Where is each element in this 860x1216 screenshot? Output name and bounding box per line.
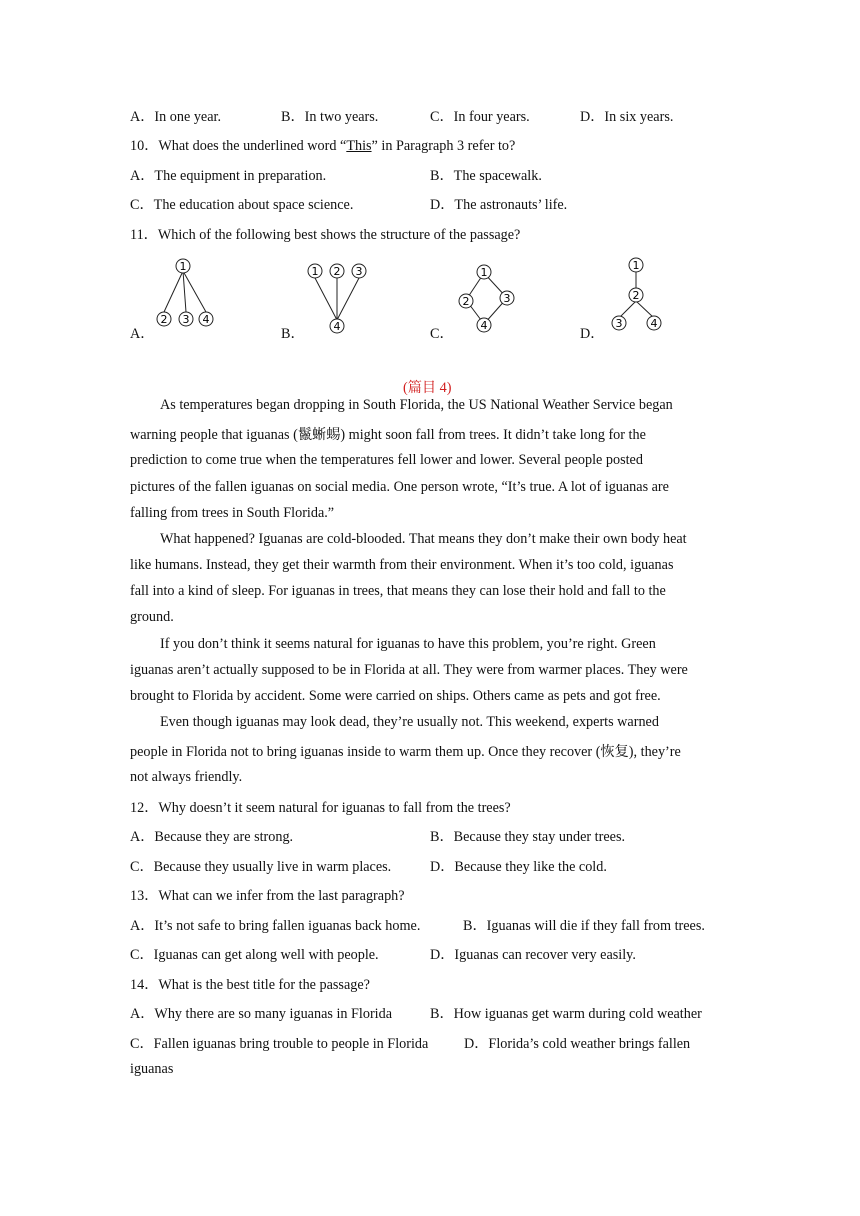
q10-option-a: A．The equipment in preparation. (130, 168, 327, 184)
q11-stem: 11．Which of the following best shows the structure of the passage? (130, 227, 521, 243)
passage-line: If you don’t think it seems natural for iguanas to have this problem, you’re right. Green (160, 636, 656, 652)
q12-stem: 12．Why doesn’t it seem natural for iguanas to fall from the trees? (130, 800, 511, 816)
q9-option-a: A．In one year. (130, 109, 222, 125)
q13-option-d: D．Iguanas can recover very easily. (430, 947, 636, 963)
q14-option-d: D．Florida’s cold weather brings fallen (464, 1036, 691, 1052)
passage-line: like humans. Instead, they get their warmth from their environment. When it’s too cold, iguanas (130, 557, 674, 573)
node-4: 4 (333, 320, 341, 333)
q14-option-a: A．Why there are so many iguanas in Florida (130, 1006, 393, 1022)
node-4: 4 (202, 313, 210, 326)
node-2: 2 (160, 313, 168, 326)
node-2: 2 (462, 295, 470, 308)
q10-option-b: B．The spacewalk. (430, 168, 542, 184)
node-1: 1 (179, 260, 187, 273)
q13-option-a: A．It’s not safe to bring fallen iguanas back home. (130, 918, 421, 934)
passage-line: not always friendly. (130, 769, 243, 785)
q10-stem-prefix: 10．What does the underlined word “ (130, 138, 347, 154)
structure-diagram-c (453, 262, 523, 338)
q12-option-b: B．Because they stay under trees. (430, 829, 626, 845)
passage-line: Even though iguanas may look dead, they’re usually not. This weekend, experts warned (160, 714, 659, 730)
q14-option-c: C．Fallen iguanas bring trouble to people in Florida (130, 1036, 429, 1052)
passage-line: As temperatures began dropping in South Florida, the US National Weather Service began (160, 397, 673, 413)
structure-diagram-b (303, 262, 373, 338)
q13-option-c: C．Iguanas can get along well with people. (130, 947, 379, 963)
passage-line: falling from trees in South Florida.” (130, 505, 335, 521)
node-3: 3 (355, 265, 363, 278)
q11-option-a-letter: A． (130, 326, 155, 342)
passage-line: pictures of the fallen iguanas on social media. One person wrote, “It’s true. A lot of iguanas are (130, 479, 669, 495)
node-1: 1 (632, 259, 640, 272)
q12-option-c: C．Because they usually live in warm places. (130, 859, 392, 875)
passage-line: What happened? Iguanas are cold-blooded. That means they don’t make their own body heat (160, 531, 687, 547)
q12-option-a: A．Because they are strong. (130, 829, 294, 845)
q14-option-d-continued: iguanas (130, 1061, 174, 1077)
node-3: 3 (615, 317, 623, 330)
node-4: 4 (480, 319, 488, 332)
q11-option-d-letter: D． (580, 326, 605, 342)
q14-option-b: B．How iguanas get warm during cold weather (430, 1006, 702, 1022)
q10-stem (130, 135, 515, 155)
node-3: 3 (182, 313, 190, 326)
node-1: 1 (480, 266, 488, 279)
passage-line: ground. (130, 609, 174, 625)
node-2: 2 (333, 265, 341, 278)
node-1: 1 (311, 265, 319, 278)
q10-option-c: C．The education about space science. (130, 197, 354, 213)
q9-option-c: C．In four years. (430, 109, 530, 125)
passage-line: fall into a kind of sleep. For iguanas in trees, that means they can lose their hold and fall to the (130, 583, 666, 599)
node-2: 2 (632, 289, 640, 302)
q13-option-b: B．Iguanas will die if they fall from trees. (463, 918, 705, 934)
q13-stem: 13．What can we infer from the last paragraph? (130, 888, 405, 904)
q14-stem: 14．What is the best title for the passage? (130, 977, 370, 993)
q10-underlined-word: This (346, 138, 372, 154)
passage-line: warning people that iguanas (鬣蜥蜴) might soon fall from trees. It didn’t take long for the (130, 427, 646, 443)
structure-diagram-d (604, 255, 674, 335)
q10-stem-suffix: ” in Paragraph 3 refer to? (371, 138, 516, 154)
passage-heading: (篇目 4) (403, 380, 452, 396)
node-3: 3 (503, 292, 511, 305)
q10-option-d: D．The astronauts’ life. (430, 197, 568, 213)
q12-option-d: D．Because they like the cold. (430, 859, 607, 875)
passage-line: iguanas aren’t actually supposed to be in Florida at all. They were from warmer places. They were (130, 662, 688, 678)
passage-line: prediction to come true when the temperatures fell lower and lower. Several people posted (130, 452, 643, 468)
q11-option-b-letter: B． (281, 326, 305, 342)
q11-option-c-letter: C． (430, 326, 454, 342)
node-4: 4 (650, 317, 658, 330)
q9-option-b: B．In two years. (281, 109, 379, 125)
structure-diagram-a (150, 256, 220, 332)
passage-line: brought to Florida by accident. Some were carried on ships. Others came as pets and got free. (130, 688, 661, 704)
passage-line: people in Florida not to bring iguanas inside to warm them up. Once they recover (恢复), they’re (130, 744, 681, 760)
q9-option-d: D．In six years. (580, 109, 674, 125)
